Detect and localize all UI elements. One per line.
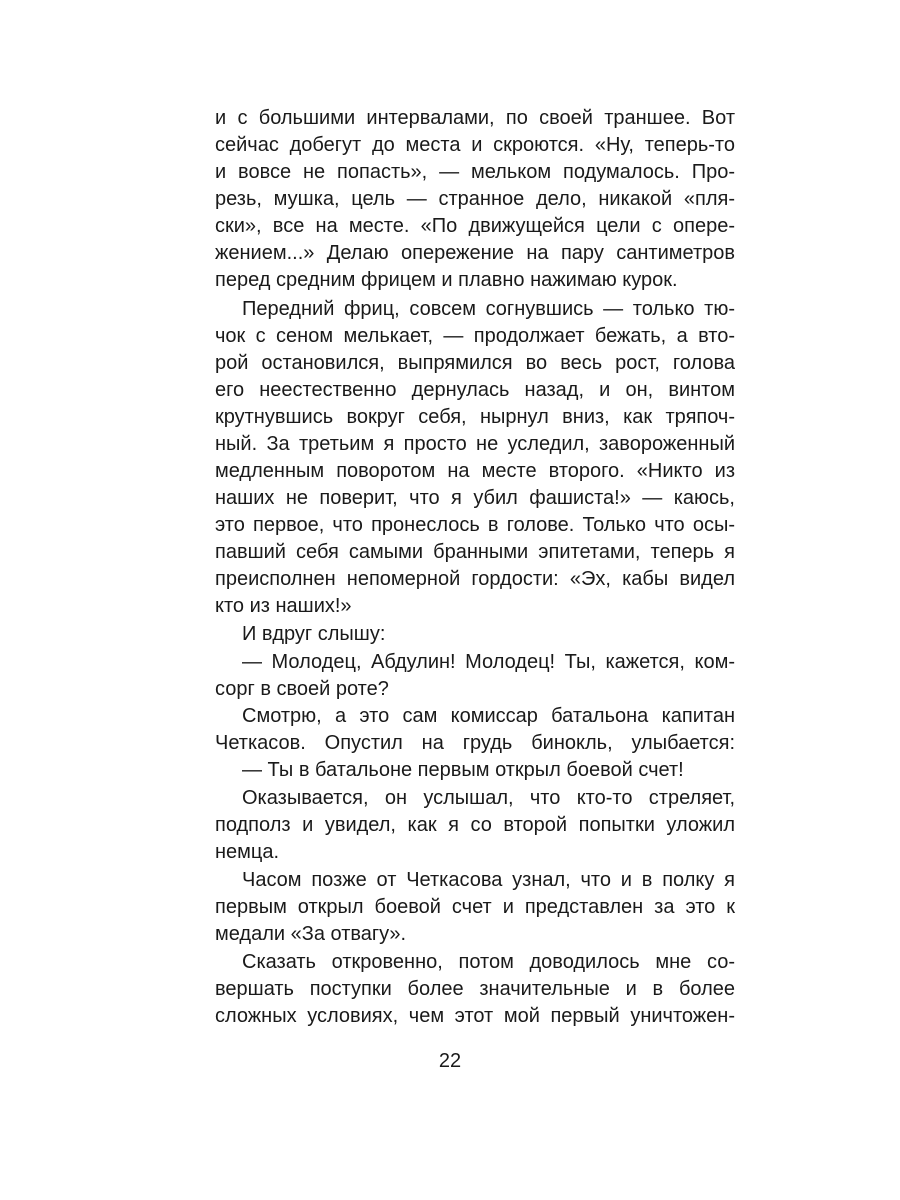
text-line: Оказывается, он услышал, что кто-то стреляет, (242, 787, 735, 809)
text-line: кто из наших!» (215, 595, 352, 617)
text-line: первым открыл боевой счет и представлен за это к (215, 896, 735, 918)
text-line: сорг в своей роте? (215, 678, 389, 700)
text-line: вершать поступки более значительные и в более (215, 978, 735, 1000)
text-line: это первое, что пронеслось в голове. Только что осы- (215, 514, 735, 536)
text-line: наших не поверит, что я убил фашиста!» — каюсь, (215, 487, 735, 509)
text-line: преисполнен непомерной гордости: «Эх, кабы видел (215, 568, 735, 590)
text-line: — Молодец, Абдулин! Молодец! Ты, кажется, ком- (242, 651, 735, 673)
text-line: перед средним фрицем и плавно нажимаю курок. (215, 269, 678, 291)
text-line: его неестественно дернулась назад, и он, винтом (215, 379, 735, 401)
text-line: крутнувшись вокруг себя, нырнул вниз, как тряпоч- (215, 406, 735, 428)
text-line: павший себя самыми бранными эпитетами, теперь я (215, 541, 735, 563)
page-number: 22 (438, 1050, 462, 1072)
text-line: рой остановился, выпрямился во весь рост, голова (215, 352, 735, 374)
text-line: ски», все на месте. «По движущейся цели с опере- (215, 215, 735, 237)
text-line: немца. (215, 841, 280, 863)
text-line: И вдруг слышу: (242, 623, 386, 645)
text-line: и с большими интервалами, по своей траншее. Вот (215, 107, 735, 129)
text-line: Часом позже от Четкасова узнал, что и в полку я (242, 869, 735, 891)
text-line: подполз и увидел, как я со второй попытки уложил (215, 814, 735, 836)
text-line: — Ты в батальоне первым открыл боевой счет! (242, 759, 684, 781)
text-line: Сказать откровенно, потом доводилось мне со- (242, 951, 735, 973)
text-line: сложных условиях, чем этот мой первый уничтожен- (215, 1005, 735, 1027)
text-line: резь, мушка, цель — странное дело, никакой «пля- (215, 188, 735, 210)
text-line: и вовсе не попасть», — мельком подумалось. Про- (215, 161, 735, 183)
text-line: чок с сеном мелькает, — продолжает бежать, а вто- (215, 325, 735, 347)
text-line: ный. За третьим я просто не уследил, завороженный (215, 433, 735, 455)
text-line: Передний фриц, совсем согнувшись — только тю- (242, 298, 735, 320)
text-line: сейчас добегут до места и скроются. «Ну, теперь-то (215, 134, 735, 156)
text-line: жением...» Делаю опережение на пару сантиметров (215, 242, 735, 264)
text-line: Четкасов. Опустил на грудь бинокль, улыбается: (215, 732, 735, 754)
text-line: Смотрю, а это сам комиссар батальона капитан (242, 705, 735, 727)
text-line: медленным поворотом на месте второго. «Никто из (215, 460, 735, 482)
text-line: медали «За отвагу». (215, 923, 407, 945)
